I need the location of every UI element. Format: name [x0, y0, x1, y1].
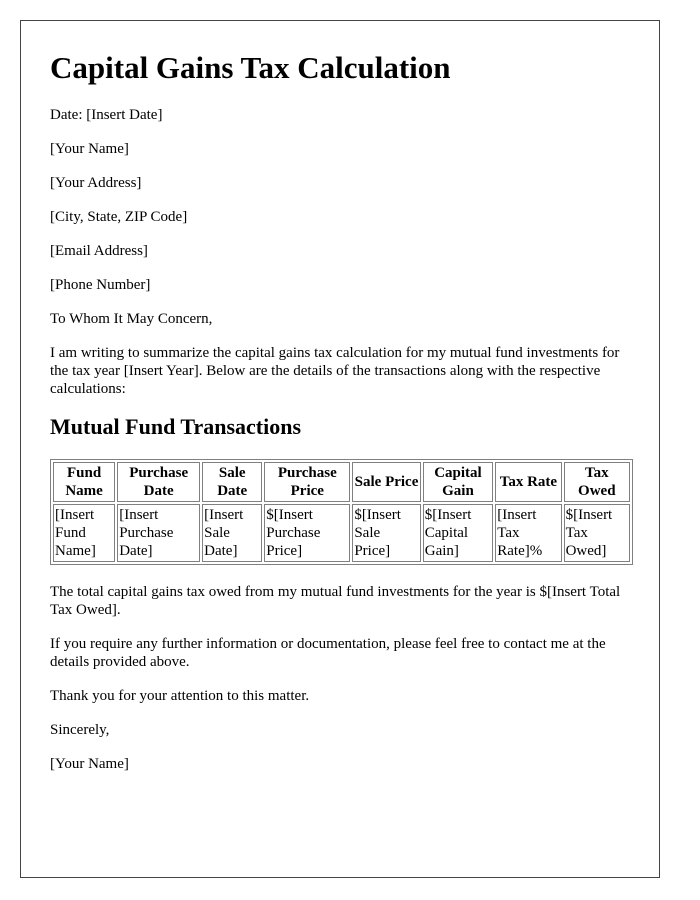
table-row	[53, 504, 630, 562]
sender-city-state-zip: [City, State, ZIP Code]	[50, 209, 188, 226]
closing: Sincerely,	[50, 721, 110, 738]
table-cell: $[Insert Capital Gain]	[423, 504, 494, 562]
table-header-row	[53, 462, 630, 502]
column-header: Fund Name	[53, 462, 115, 502]
column-header: Purchase Date	[117, 462, 200, 502]
transactions-table	[50, 459, 633, 565]
table-cell: [Insert Purchase Date]	[117, 504, 200, 562]
table-cell: [Insert Sale Date]	[202, 504, 262, 562]
sender-name: [Your Name]	[50, 141, 129, 158]
column-header: Sale Date	[202, 462, 262, 502]
salutation: To Whom It May Concern,	[50, 311, 213, 328]
letter-page	[20, 20, 660, 878]
intro-paragraph: I am writing to summarize the capital gains tax calculation for my mutual fund investments for the tax year [Insert Year]. Below are the details of the transactions along with the respective calculations:	[50, 345, 620, 398]
column-header: Purchase Price	[264, 462, 350, 502]
table-cell: [Insert Tax Rate]%	[495, 504, 561, 562]
table-cell: $[Insert Tax Owed]	[564, 504, 630, 562]
further-info-paragraph: If you require any further information or documentation, please feel free to contact me at the details provided above.	[50, 635, 606, 670]
column-header: Capital Gain	[423, 462, 494, 502]
signature-name: [Your Name]	[50, 755, 129, 772]
table-cell: $[Insert Purchase Price]	[264, 504, 350, 562]
section-heading: Mutual Fund Transactions	[50, 414, 302, 440]
sender-phone: [Phone Number]	[50, 277, 151, 294]
sender-email: [Email Address]	[50, 243, 148, 260]
document-title: Capital Gains Tax Calculation	[50, 50, 451, 85]
column-header: Tax Owed	[564, 462, 630, 502]
table-cell: $[Insert Sale Price]	[352, 504, 420, 562]
date-line: Date: [Insert Date]	[50, 107, 163, 124]
letter-content	[50, 49, 634, 789]
thanks-paragraph: Thank you for your attention to this matter.	[50, 687, 310, 704]
total-tax-paragraph: The total capital gains tax owed from my mutual fund investments for the year is $[Insert Total Tax Owed].	[50, 583, 621, 618]
table-cell: [Insert Fund Name]	[53, 504, 115, 562]
column-header: Tax Rate	[495, 462, 561, 502]
column-header: Sale Price	[352, 462, 420, 502]
sender-address: [Your Address]	[50, 175, 142, 192]
